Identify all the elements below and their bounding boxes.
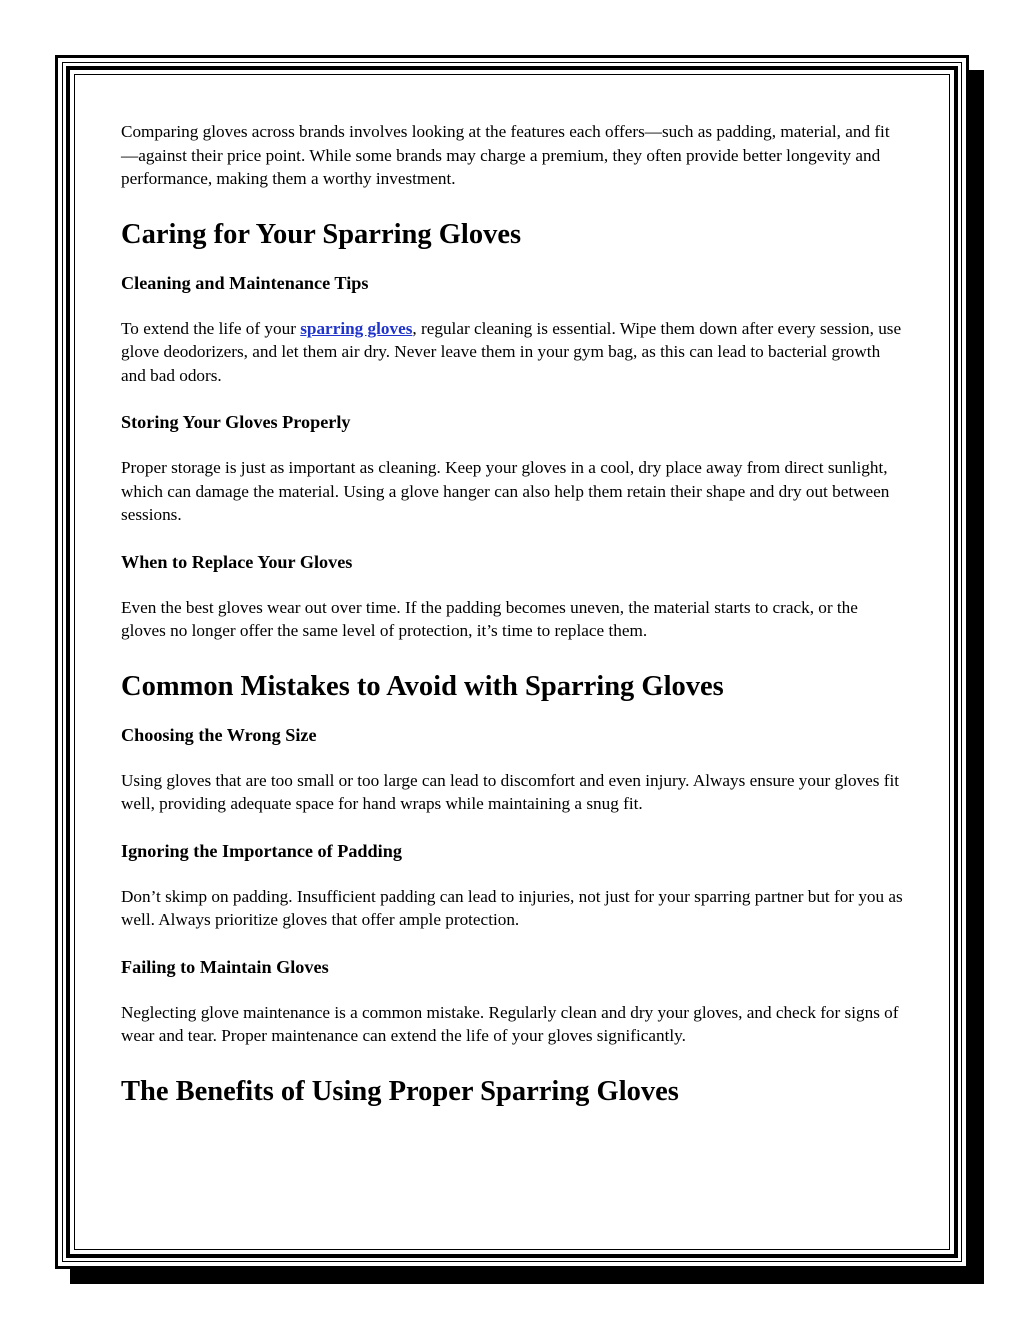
paragraph-cleaning	[121, 317, 906, 388]
heading-benefits: The Benefits of Using Proper Sparring Gloves	[121, 1075, 679, 1107]
heading-caring: Caring for Your Sparring Gloves	[121, 218, 522, 250]
subheading-replace: When to Replace Your Gloves	[121, 551, 353, 572]
intro-paragraph: Comparing gloves across brands involves looking at the features each offers—such as padding, material, and fit—against their price point. While some brands may charge a premium, they often provide better longevity and performance, making them a worthy investment.	[121, 122, 890, 188]
paragraph-storing: Proper storage is just as important as cleaning. Keep your gloves in a cool, dry place away from direct sunlight, which can damage the material. Using a glove hanger can also help them retain their shape and dry out between sessions.	[121, 458, 890, 524]
subheading-padding: Ignoring the Importance of Padding	[121, 840, 402, 861]
subheading-size: Choosing the Wrong Size	[121, 724, 317, 745]
document-content	[121, 120, 906, 1109]
cleaning-text-after: , regular cleaning is essential. Wipe them down after every session, use glove deodorizers, and let them air dry. Never leave them in your gym bag, as this can lead to bacterial growth and bad odors.	[121, 318, 902, 385]
paragraph-padding: Don’t skimp on padding. Insufficient padding can lead to injuries, not just for your sparring partner but for you as well. Always prioritize gloves that offer ample protection.	[121, 886, 903, 929]
paragraph-maintain: Neglecting glove maintenance is a common mistake. Regularly clean and dry your gloves, and check for signs of wear and tear. Proper maintenance can extend the life of your gloves significantly.	[121, 1002, 899, 1045]
cleaning-text-before: To extend the life of your	[121, 318, 301, 338]
subheading-maintain: Failing to Maintain Gloves	[121, 956, 329, 977]
subheading-storing: Storing Your Gloves Properly	[121, 412, 351, 432]
subheading-cleaning: Cleaning and Maintenance Tips	[121, 272, 369, 293]
sparring-gloves-link[interactable]: sparring gloves	[300, 318, 413, 338]
paragraph-size: Using gloves that are too small or too large can lead to discomfort and even injury. Always ensure your gloves fit well, providing adequate space for hand wraps while maintaining a snug fit.	[121, 770, 900, 813]
heading-mistakes: Common Mistakes to Avoid with Sparring Gloves	[121, 670, 724, 702]
paragraph-replace: Even the best gloves wear out over time. If the padding becomes uneven, the material starts to crack, or the gloves no longer offer the same level of protection, it’s time to replace them.	[121, 597, 858, 640]
